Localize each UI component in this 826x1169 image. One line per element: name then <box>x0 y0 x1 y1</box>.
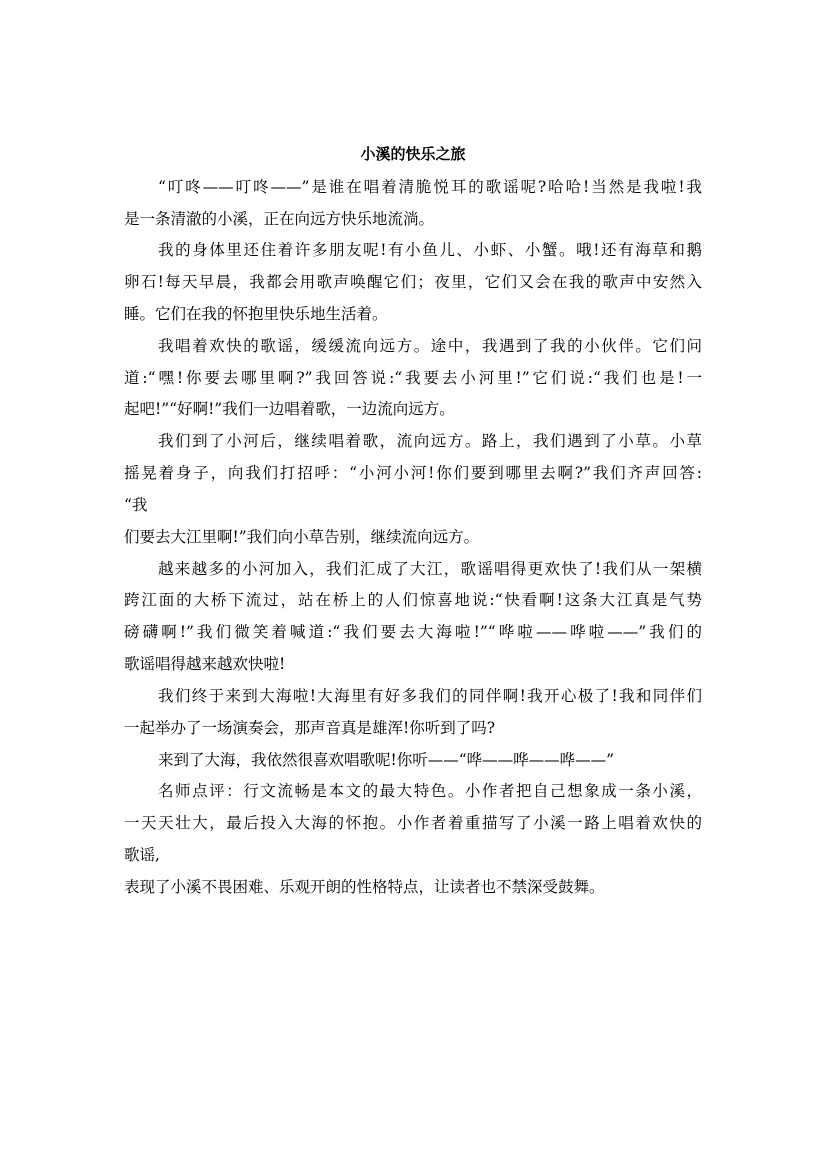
paragraph-line: 摇晃着身子，向我们打招呼：“小河小河!你们要到哪里去啊?”我们齐声回答: <box>124 464 702 482</box>
paragraph-line: 我们终于来到大海啦!大海里有好多我们的同伴啊!我开心极了!我和同伴们 <box>158 687 702 705</box>
paragraph-line: 睡。它们在我的怀抱里快乐地生活着。 <box>124 305 388 323</box>
paragraph-line: “我 <box>124 496 148 514</box>
document-title: 小溪的快乐之旅 <box>360 145 466 163</box>
paragraph-line: 起吧!”“好啊!”我们一边唱着歌，一边流向远方。 <box>124 400 455 418</box>
paragraph-line: 们要去大江里啊!”我们向小草告别，继续流向远方。 <box>124 528 480 546</box>
paragraph-line: 歌谣唱得越来越欢快啦! <box>124 655 286 673</box>
paragraph-line: 一天天壮大，最后投入大海的怀抱。小作者着重描写了小溪一路上唱着欢快的 <box>124 814 702 832</box>
paragraph-line: “叮咚——叮咚——”是谁在唱着清脆悦耳的歌谣呢?哈哈!当然是我啦!我 <box>158 178 702 196</box>
paragraph-line: 来到了大海，我依然很喜欢唱歌呢!你听——“哗——哗——哗——” <box>158 751 615 769</box>
paragraph-line: 歌谣, <box>124 846 160 864</box>
paragraph-line: 跨江面的大桥下流过，站在桥上的人们惊喜地说:“快看啊!这条大江真是气势 <box>124 591 702 609</box>
paragraph-line: 我的身体里还住着许多朋友呢!有小鱼儿、小虾、小蟹。哦!还有海草和鹅 <box>158 241 702 259</box>
paragraph-line: 是一条清澈的小溪，正在向远方快乐地流淌。 <box>124 210 435 228</box>
paragraph-line: 道:“嘿!你要去哪里啊?”我回答说:“我要去小河里!”它们说:“我们也是!一 <box>124 369 702 387</box>
paragraph-line: 我们到了小河后，继续唱着歌，流向远方。路上，我们遇到了小草。小草 <box>158 432 702 450</box>
paragraph-line: 我唱着欢快的歌谣，缓缓流向远方。途中，我遇到了我的小伙伴。它们问 <box>158 337 702 355</box>
paragraph-line: 越来越多的小河加入，我们汇成了大江，歌谣唱得更欢快了!我们从一架横 <box>158 560 702 578</box>
paragraph-line: 磅礴啊!”我们微笑着喊道:“我们要去大海啦!”“哗啦——哗啦——”我们的 <box>124 623 702 641</box>
paragraph-line: 名师点评：行文流畅是本文的最大特色。小作者把自己想象成一条小溪， <box>158 782 702 800</box>
paragraph-line: 表现了小溪不畏困难、乐观开朗的性格特点，让读者也不禁深受鼓舞。 <box>124 878 605 896</box>
paragraph-line: 一起举办了一场演奏会，那声音真是雄浑!你听到了吗? <box>124 719 496 737</box>
paragraph-line: 卵石!每天早晨，我都会用歌声唤醒它们；夜里，它们又会在我的歌声中安然入 <box>124 273 702 291</box>
